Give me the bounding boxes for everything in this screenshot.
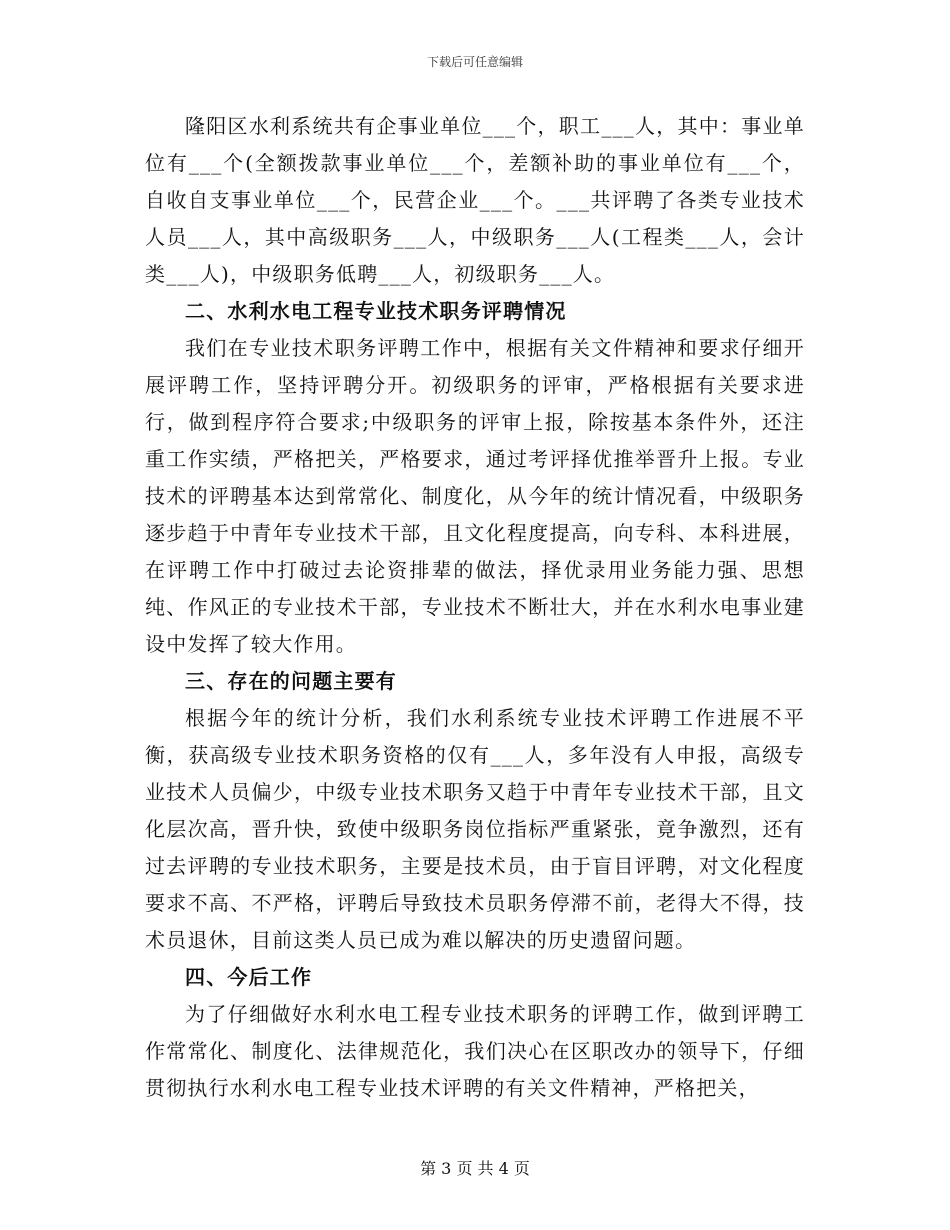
section-heading-problems: 三、存在的问题主要有 — [185, 669, 397, 693]
document-body — [145, 108, 805, 1107]
section-heading-evaluation: 二、水利水电工程专业技术职务评聘情况 — [185, 299, 567, 323]
page-number: 第 3 页 共 4 页 — [420, 1159, 530, 1178]
paragraph-evaluation: 我们在专业技术职务评聘工作中，根据有关文件精神和要求仔细开展评聘工作，坚持评聘分开。初级职务的评审，严格根据有关要求进行，做到程序符合要求;中级职务的评审上报，除按基本条件外，还注重工作实绩，严格把关，严格要求，通过考评择优推举晋升上报。专业技术的评聘基本达到常常化、制度化，从今年的统计情况看，中级职务逐步趋于中青年专业技术干部，且文化程度提高，向专科、本科进展，在评聘工作中打破过去论资排辈的做法，择优录用业务能力强、思想纯、作风正的专业技术干部，专业技术不断壮大，并在水利水电事业建设中发挥了较大作用。 — [145, 336, 805, 656]
paragraph-staff-statistics: 隆阳区水利系统共有企事业单位___个，职工___人，其中：事业单位有___个(全额拨款事业单位___个，差额补助的事业单位有___个，自收自支事业单位___个，民营企业___个。___共评聘了各类专业技术人员___人，其中高级职务___人，中级职务___人(工程类___人，会计类___人)，中级职务低聘___人，初级职务___人。 — [145, 114, 805, 286]
section-heading-future-work: 四、今后工作 — [185, 965, 313, 989]
paragraph-problems: 根据今年的统计分析，我们水利系统专业技术评聘工作进展不平衡，获高级专业技术职务资格的仅有___人，多年没有人申报，高级专业技术人员偏少，中级专业技术职务又趋于中青年专业技术干部，且文化层次高，晋升快，致使中级职务岗位指标严重紧张，竟争激烈，还有过去评聘的专业技术职务，主要是技术员，由于盲目评聘，对文化程度要求不高、不严格，评聘后导致技术员职务停滞不前，老得大不得，技术员退休，目前这类人员已成为难以解决的历史遗留问题。 — [145, 706, 805, 952]
paragraph-future-work: 为了仔细做好水利水电工程专业技术职务的评聘工作，做到评聘工作常常化、制度化、法律规范化，我们决心在区职改办的领导下，仔细贯彻执行水利水电工程专业技术评聘的有关文件精神，严格把关， — [145, 1002, 805, 1100]
page-header-note: 下载后可任意编辑 — [426, 55, 523, 69]
